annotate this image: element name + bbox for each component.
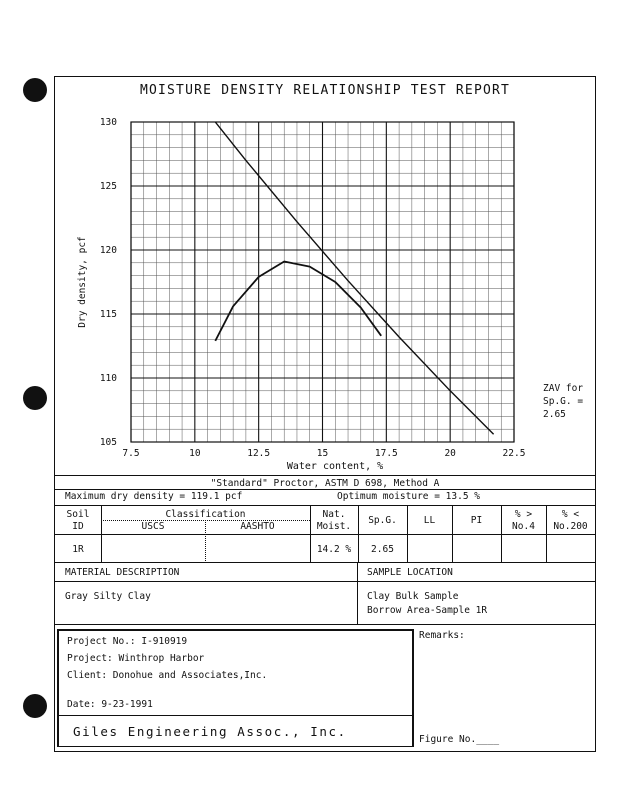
project-number: Project No.: I-910919 xyxy=(67,636,188,647)
cell-spg: 2.65 xyxy=(371,544,394,555)
material-description-value: Gray Silty Clay xyxy=(65,591,151,602)
header-moist: Moist. xyxy=(316,521,352,532)
report-title: MOISTURE DENSITY RELATIONSHIP TEST REPORT xyxy=(139,83,511,98)
moisture-density-chart xyxy=(55,77,595,477)
y-tick-label: 120 xyxy=(99,245,117,256)
header-no4-pct: % > xyxy=(514,509,533,520)
header-aashto: AASHTO xyxy=(240,521,275,532)
x-tick-label: 12.5 xyxy=(247,448,271,459)
header-soil: Soil xyxy=(66,509,90,520)
firm-name: Giles Engineering Assoc., Inc. xyxy=(73,724,347,739)
header-ll: LL xyxy=(423,515,436,526)
figure-number-label: Figure No.____ xyxy=(419,734,500,745)
header-classification: Classification xyxy=(165,509,246,520)
description-section xyxy=(55,563,595,625)
header-nat: Nat. xyxy=(322,509,346,520)
x-tick-labels xyxy=(122,448,525,459)
zav-annotation-line-2: Sp.G. = xyxy=(543,396,584,407)
zav-annotation-line-1: ZAV for xyxy=(543,383,584,394)
header-spg: Sp.G. xyxy=(368,515,397,526)
chart-grid-major xyxy=(131,122,514,442)
y-tick-label: 115 xyxy=(99,309,117,320)
y-axis-label: Dry density, pcf xyxy=(77,236,88,328)
header-no200: No.200 xyxy=(553,521,588,532)
test-method: "Standard" Proctor, ASTM D 698, Method A xyxy=(210,478,440,489)
sample-location-line-1: Clay Bulk Sample xyxy=(367,591,459,602)
y-tick-label: 105 xyxy=(99,437,117,448)
project-info-box xyxy=(57,629,414,747)
binder-hole-top xyxy=(23,78,47,102)
properties-table xyxy=(55,505,595,563)
header-no200-pct: % < xyxy=(561,509,580,520)
y-tick-labels xyxy=(100,117,117,448)
y-tick-label: 110 xyxy=(99,373,117,384)
report-date: Date: 9-23-1991 xyxy=(67,699,153,710)
x-tick-label: 17.5 xyxy=(374,448,398,459)
report-form xyxy=(54,76,596,752)
divider-method xyxy=(55,489,595,490)
header-uscs: USCS xyxy=(141,521,165,532)
header-no4: No.4 xyxy=(512,521,535,532)
x-tick-label: 10 xyxy=(189,448,201,459)
x-tick-label: 20 xyxy=(444,448,456,459)
cell-soil-id: 1R xyxy=(72,544,84,555)
sample-location-label: SAMPLE LOCATION xyxy=(367,567,453,578)
x-tick-label: 15 xyxy=(316,448,329,459)
optimum-moisture: Optimum moisture = 13.5 % xyxy=(337,491,480,502)
x-axis-label: Water content, % xyxy=(286,461,384,472)
binder-hole-middle xyxy=(23,386,47,410)
header-id: ID xyxy=(72,521,84,532)
header-pi: PI xyxy=(470,515,483,526)
sample-location-line-2: Borrow Area-Sample 1R xyxy=(367,605,488,616)
client-name: Client: Donohue and Associates,Inc. xyxy=(67,670,268,681)
x-tick-label: 22.5 xyxy=(502,448,526,459)
binder-hole-bottom xyxy=(23,694,47,718)
divider-chart-bottom xyxy=(55,475,595,476)
chart-series xyxy=(215,122,493,434)
zav-annotation-line-3: 2.65 xyxy=(543,409,566,420)
max-dry-density: Maximum dry density = 119.1 pcf xyxy=(65,491,243,502)
y-tick-label: 130 xyxy=(99,117,117,128)
remarks-label: Remarks: xyxy=(419,630,465,641)
x-tick-label: 7.5 xyxy=(122,448,140,459)
y-tick-label: 125 xyxy=(99,181,117,192)
material-description-label: MATERIAL DESCRIPTION xyxy=(65,567,180,578)
cell-nat-moist: 14.2 % xyxy=(316,544,352,555)
project-name: Project: Winthrop Harbor xyxy=(67,653,205,664)
